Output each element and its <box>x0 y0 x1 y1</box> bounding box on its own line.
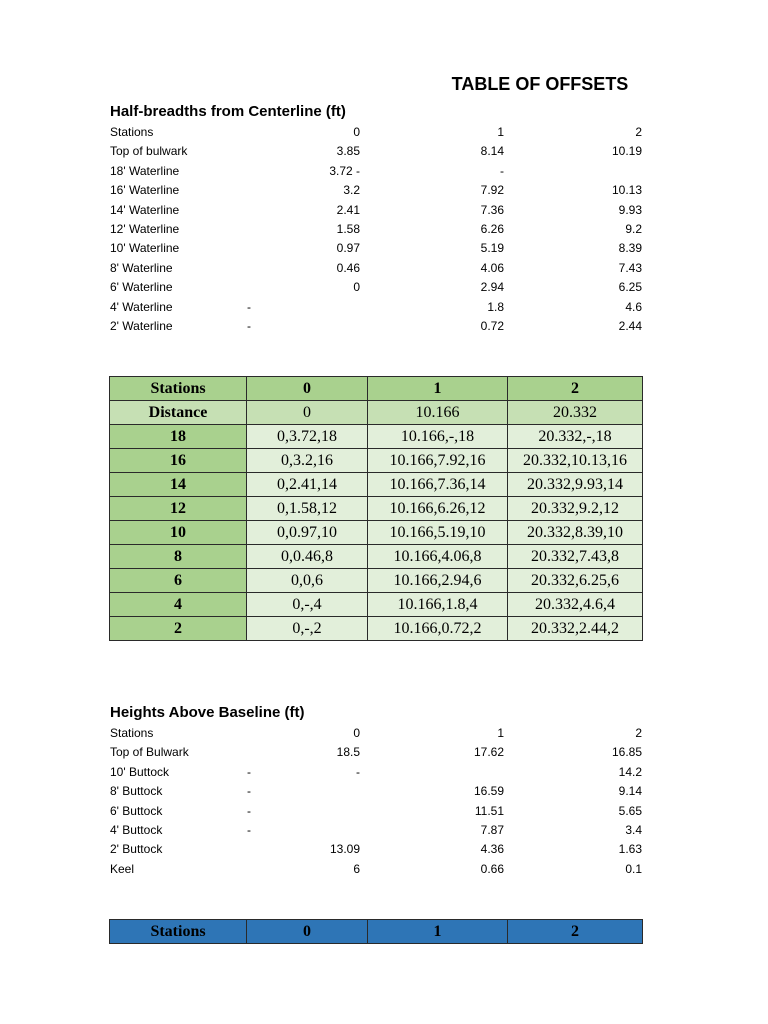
header-cell: 1 <box>368 920 508 944</box>
sheet-cell-s2: 9.2 <box>625 221 642 236</box>
sheet-cell-s2: 8.39 <box>618 241 642 256</box>
sheet-cell-label: 8' Waterline <box>110 260 173 275</box>
sheet-cell-s2: 10.13 <box>611 183 642 198</box>
sheet-cell-label: 4' Buttock <box>110 822 163 837</box>
offsets-table <box>109 376 643 641</box>
table-row <box>110 449 643 473</box>
table-cell: 0,-,4 <box>247 593 368 617</box>
table-row <box>110 569 643 593</box>
sheet-cell-s0: 13.09 <box>329 842 360 857</box>
sheet-row <box>110 181 642 200</box>
sheet-cell-label: 6' Buttock <box>110 803 163 818</box>
sheet-cell-dash: - <box>247 803 251 818</box>
half-breadths-list <box>110 123 642 336</box>
sheet-cell-s0: 3.85 <box>336 144 360 159</box>
sheet-cell-s0: - <box>356 764 360 779</box>
sheet-cell-s1: 16.59 <box>473 784 504 799</box>
table-cell: 10.166,7.92,16 <box>368 449 508 473</box>
table-row <box>110 617 643 641</box>
heights-list <box>110 724 642 879</box>
sheet-cell-s0: 3.2 <box>343 183 360 198</box>
sheet-cell-label: 2' Buttock <box>110 842 163 857</box>
sheet-cell-dash: - <box>247 822 251 837</box>
table-row <box>110 521 643 545</box>
table-cell: Stations <box>110 377 247 401</box>
sheet-cell-s1: 1 <box>497 125 504 139</box>
table-cell: 20.332,9.93,14 <box>508 473 643 497</box>
page-title: TABLE OF OFFSETS <box>451 74 629 94</box>
sheet-cell-s1: 1.8 <box>487 299 504 314</box>
sheet-cell-s1: 8.14 <box>480 144 504 159</box>
sheet-cell-dash: - <box>247 764 251 779</box>
sheet-cell-label: Top of Bulwark <box>110 745 189 760</box>
header-cell: 2 <box>508 920 643 944</box>
sheet-cell-label: 18' Waterline <box>110 163 180 178</box>
table-cell: 1 <box>368 377 508 401</box>
table-cell: 10.166,2.94,6 <box>368 569 508 593</box>
header-cell: 0 <box>247 920 368 944</box>
sheet-cell-dash: - <box>247 784 251 799</box>
sheet-cell-s2: 16.85 <box>611 745 642 760</box>
sheet-cell-label: 14' Waterline <box>110 202 180 217</box>
sheet-cell-s0: 2.41 <box>336 202 360 217</box>
sheet-cell-s0: 18.5 <box>336 745 360 760</box>
sheet-row <box>110 763 642 782</box>
table-cell: 20.332,-,18 <box>508 425 643 449</box>
sheet-cell-label: Keel <box>110 861 135 876</box>
sheet-row <box>110 840 642 859</box>
sheet-cell-label: 4' Waterline <box>110 299 173 314</box>
sheet-cell-s1: - <box>500 163 504 178</box>
sheet-cell-s2: 1.63 <box>618 842 642 857</box>
table-row <box>110 593 643 617</box>
sheet-cell-s2: 7.43 <box>618 260 642 275</box>
table-cell: 4 <box>110 593 247 617</box>
sheet-row <box>110 201 642 220</box>
table-cell: 20.332,10.13,16 <box>508 449 643 473</box>
sheet-cell-s1: 7.36 <box>480 202 504 217</box>
table-cell: 20.332,2.44,2 <box>508 617 643 641</box>
sheet-row <box>110 821 642 840</box>
sheet-row <box>110 278 642 297</box>
sheet-row <box>110 220 642 239</box>
sheet-cell-s1: 6.26 <box>480 221 504 236</box>
table-cell: 0 <box>247 377 368 401</box>
sheet-cell-s2: 2 <box>635 726 642 740</box>
table-row <box>110 401 643 425</box>
sheet-cell-s0: 0.46 <box>336 260 360 275</box>
sheet-cell-label: 16' Waterline <box>110 183 180 198</box>
table-cell: 10.166,5.19,10 <box>368 521 508 545</box>
sheet-cell-s2: 3.4 <box>625 822 642 837</box>
sheet-cell-s2: 6.25 <box>618 280 642 295</box>
sheet-cell-s2: 2 <box>635 125 642 139</box>
table-cell: 0,0,6 <box>247 569 368 593</box>
sheet-cell-s1: 5.19 <box>480 241 504 256</box>
table-cell: 10.166,1.8,4 <box>368 593 508 617</box>
table-row <box>110 497 643 521</box>
sheet-cell-label: 6' Waterline <box>110 280 173 295</box>
table-cell: 0,2.41,14 <box>247 473 368 497</box>
sheet-row <box>110 860 642 879</box>
sheet-cell-s1: 0.66 <box>480 861 504 876</box>
table-cell: 10.166 <box>368 401 508 425</box>
sheet-cell-s2: 0.1 <box>625 861 642 876</box>
table-row <box>110 377 643 401</box>
sheet-cell-label: Stations <box>110 726 154 740</box>
sheet-cell-s2: 4.6 <box>625 299 642 314</box>
table-cell: 0,-,2 <box>247 617 368 641</box>
table-cell: 8 <box>110 545 247 569</box>
sheet-cell-dash: - <box>247 299 251 314</box>
table-cell: 20.332 <box>508 401 643 425</box>
sheet-cell-label: 10' Waterline <box>110 241 180 256</box>
sheet-cell-label: Stations <box>110 125 154 139</box>
sheet-cell-s1: 7.92 <box>480 183 504 198</box>
table-cell: 2 <box>508 377 643 401</box>
table-cell: 10.166,4.06,8 <box>368 545 508 569</box>
table-cell: 20.332,7.43,8 <box>508 545 643 569</box>
sheet-cell-label: 10' Buttock <box>110 764 169 779</box>
sheet-row <box>110 802 642 821</box>
sheet-row <box>110 743 642 762</box>
table-cell: 10.166,6.26,12 <box>368 497 508 521</box>
sheet-cell-s2: 14.2 <box>618 764 642 779</box>
heights-table-header-row <box>110 920 643 944</box>
table-cell: 10.166,-,18 <box>368 425 508 449</box>
sheet-cell-s0: 0 <box>353 280 360 295</box>
sheet-cell-label: 2' Waterline <box>110 318 173 333</box>
heights-table <box>109 919 643 944</box>
sheet-cell-s0: 0 <box>353 125 360 139</box>
table-cell: 20.332,9.2,12 <box>508 497 643 521</box>
table-cell: 10.166,0.72,2 <box>368 617 508 641</box>
sheet-row <box>110 142 642 161</box>
table-row <box>110 473 643 497</box>
table-cell: 0,1.58,12 <box>247 497 368 521</box>
sheet-cell-s1: 7.87 <box>480 822 504 837</box>
sheet-cell-s0: 0 <box>353 726 360 740</box>
sheet-cell-s1: 1 <box>497 726 504 740</box>
table-cell: Distance <box>110 401 247 425</box>
table-cell: 0,3.2,16 <box>247 449 368 473</box>
sheet-cell-s2: 2.44 <box>618 318 642 333</box>
table-cell: 20.332,4.6,4 <box>508 593 643 617</box>
table-cell: 16 <box>110 449 247 473</box>
table-cell: 6 <box>110 569 247 593</box>
sheet-cell-s2: 10.19 <box>611 144 642 159</box>
sheet-cell-s0: 3.72 - <box>329 163 360 178</box>
sheet-row <box>110 239 642 258</box>
table-cell: 14 <box>110 473 247 497</box>
table-cell: 10 <box>110 521 247 545</box>
sheet-cell-label: 12' Waterline <box>110 221 180 236</box>
table-cell: 2 <box>110 617 247 641</box>
sheet-row <box>110 298 642 317</box>
sheet-cell-s1: 4.06 <box>480 260 504 275</box>
sheet-cell-dash: - <box>247 318 251 333</box>
table-cell: 0 <box>247 401 368 425</box>
sheet-cell-s1: 11.51 <box>474 803 504 818</box>
table-cell: 20.332,6.25,6 <box>508 569 643 593</box>
sheet-cell-s1: 17.62 <box>473 745 504 760</box>
table-cell: 18 <box>110 425 247 449</box>
table-cell: 0,0.97,10 <box>247 521 368 545</box>
sheet-cell-s2: 9.93 <box>618 202 642 217</box>
sheet-cell-s0: 6 <box>353 861 360 876</box>
half-breadths-heading: Half-breadths from Centerline (ft) <box>110 103 346 120</box>
table-cell: 0,3.72,18 <box>247 425 368 449</box>
sheet-cell-label: Top of bulwark <box>110 144 188 159</box>
sheet-row <box>110 782 642 801</box>
sheet-cell-label: 8' Buttock <box>110 784 163 799</box>
table-cell: 10.166,7.36,14 <box>368 473 508 497</box>
sheet-row <box>110 162 642 181</box>
table-cell: 0,0.46,8 <box>247 545 368 569</box>
heights-heading: Heights Above Baseline (ft) <box>110 704 305 721</box>
sheet-row <box>110 724 642 743</box>
table-row <box>110 545 643 569</box>
table-row <box>110 425 643 449</box>
sheet-row <box>110 259 642 278</box>
sheet-cell-s1: 4.36 <box>480 842 504 857</box>
sheet-row <box>110 123 642 142</box>
sheet-cell-s2: 9.14 <box>618 784 642 799</box>
sheet-row <box>110 317 642 336</box>
sheet-cell-s0: 0.97 <box>336 241 360 256</box>
header-cell: Stations <box>110 920 247 944</box>
sheet-cell-s1: 0.72 <box>480 318 504 333</box>
sheet-cell-s0: 1.58 <box>336 221 360 236</box>
table-cell: 20.332,8.39,10 <box>508 521 643 545</box>
sheet-cell-s1: 2.94 <box>480 280 504 295</box>
table-cell: 12 <box>110 497 247 521</box>
sheet-cell-s2: 5.65 <box>618 803 642 818</box>
